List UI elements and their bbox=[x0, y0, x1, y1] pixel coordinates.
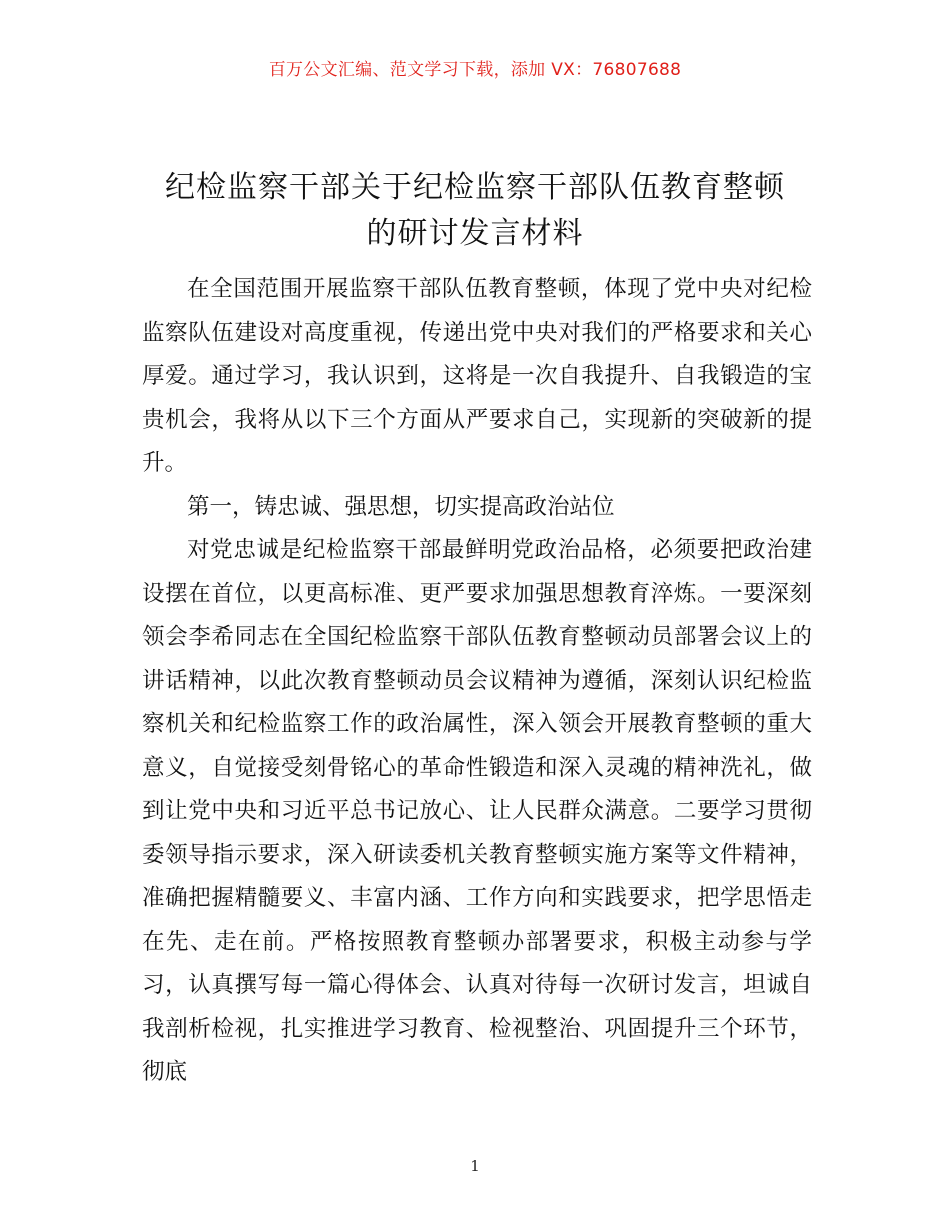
header-banner: 百万公文汇编、范文学习下载，添加 VX：76807688 bbox=[268, 60, 682, 80]
body-paragraph: 对党忠诚是纪检监察干部最鲜明党政治品格，必须要把政治建设摆在首位，以更高标准、更严要求加强思想教育淬炼。一要深刻领会李希同志在全国纪检监察干部队伍教育整顿动员部署会议上的讲话精神，以此次教育整顿动员会议精神为遵循，深刻认识纪检监察机关和纪检监察工作的政治属性，深入领会开展教育整顿的重大意义，自觉接受刻骨铭心的革命性锻造和深入灵魂的精神洗礼，做到让党中央和习近平总书记放心、让人民群众满意。二要学习贯彻委领导指示要求，深入研读委机关教育整顿实施方案等文件精神，准确把握精髓要义、丰富内涵、工作方向和实践要求，把学思悟走在先、走在前。严格按照教育整顿办部署要求，积极主动参与学习，认真撰写每一篇心得体会、认真对待每一次研讨发言，坦诚自我剖析检视，扎实推进学习教育、检视整治、巩固提升三个环节，彻底 bbox=[142, 537, 812, 1085]
document-title bbox=[100, 165, 850, 257]
page-number: 1 bbox=[470, 1157, 480, 1175]
title-line-2: 的研讨发言材料 bbox=[366, 216, 584, 251]
section-heading-1: 第一，铸忠诚、强思想，切实提高政治站位 bbox=[187, 493, 615, 520]
document-body bbox=[142, 268, 812, 1095]
intro-paragraph: 在全国范围开展监察干部队伍教育整顿，体现了党中央对纪检监察队伍建设对高度重视，传递出党中央对我们的严格要求和关心厚爱。通过学习，我认识到，这将是一次自我提升、自我锻造的宝贵机会，我将从以下三个方面从严要求自己，实现新的突破新的提升。 bbox=[142, 276, 812, 476]
title-line-1: 纪检监察干部关于纪检监察干部队伍教育整顿 bbox=[165, 170, 785, 205]
